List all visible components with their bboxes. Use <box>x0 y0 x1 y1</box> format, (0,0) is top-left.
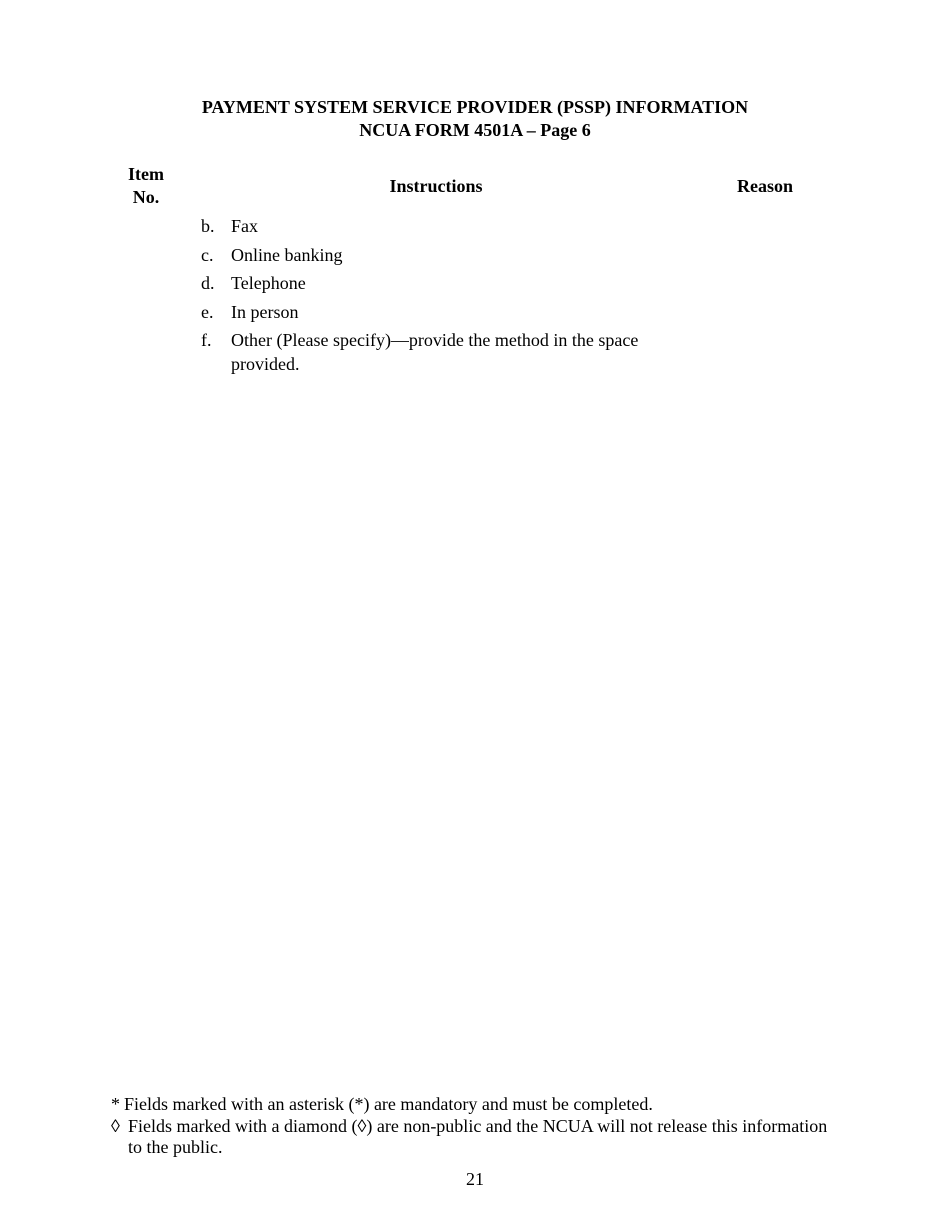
column-header-instructions: Instructions <box>389 176 483 196</box>
list-item-text: Other (Please specify)—provide the method in the space provided. <box>231 330 639 374</box>
list-item <box>201 328 681 376</box>
method-list <box>201 214 681 381</box>
list-item <box>201 300 681 324</box>
list-item <box>201 243 681 267</box>
list-item-text: Online banking <box>231 244 343 265</box>
list-item <box>201 271 681 295</box>
list-item-letter: b. <box>201 216 215 236</box>
footnote-diamond-text: Fields marked with a diamond (◊) are non-public and the NCUA will not release this information to the public. <box>128 1115 828 1157</box>
column-header-item-no <box>111 163 181 209</box>
diamond-icon: ◊ <box>111 1115 120 1136</box>
list-item-letter: e. <box>201 301 214 322</box>
footnote-asterisk <box>111 1094 831 1116</box>
list-item-text: Telephone <box>231 273 306 293</box>
column-header-reason: Reason <box>736 176 793 196</box>
title-line-1: PAYMENT SYSTEM SERVICE PROVIDER (PSSP) INFORMATION <box>201 97 749 117</box>
title-line-2: NCUA FORM 4501A – Page 6 <box>359 120 591 140</box>
list-item-text: In person <box>231 301 299 322</box>
footnote-asterisk-text: Fields marked with an asterisk (*) are mandatory and must be completed. <box>124 1094 653 1114</box>
item-header-line-1: Item <box>128 164 164 184</box>
page-title <box>0 96 950 142</box>
item-header-line-2: No. <box>132 187 160 207</box>
list-item <box>201 214 681 238</box>
asterisk-mark: * <box>111 1094 120 1114</box>
list-item-letter: c. <box>201 244 214 265</box>
list-item-letter: f. <box>201 330 212 350</box>
list-item-text: Fax <box>231 216 258 236</box>
page-number: 21 <box>466 1169 484 1189</box>
footnotes <box>111 1094 831 1159</box>
footnote-diamond <box>111 1116 831 1159</box>
list-item-letter: d. <box>201 273 215 293</box>
